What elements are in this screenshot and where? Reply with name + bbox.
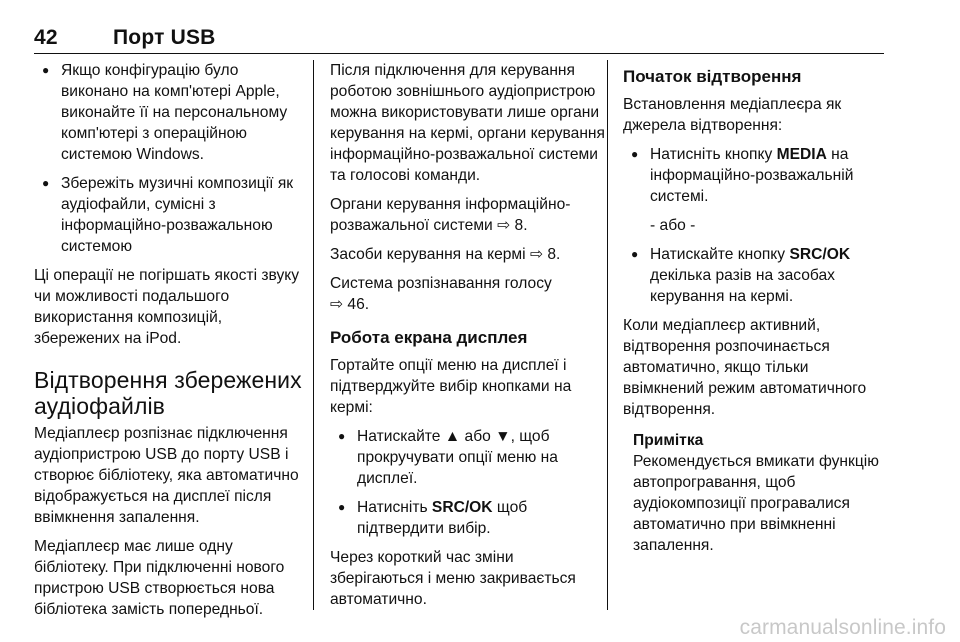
column-2 [330,60,608,618]
paragraph: Медіаплеєр має лише одну бібліотеку. При підключенні нового пристрою USB створюється нова бібліотека замість попередньої. [34,538,285,618]
watermark: carmanualsonline.info [739,616,946,639]
column-3 [623,60,893,556]
note-text: Рекомендується вмикати функцію автопрогравання, щоб аудіокомпозиції програвалися автоматично при ввімкненні запалення. [633,453,879,554]
cross-reference [330,194,608,236]
bullet-item: ● Натисніть кнопку MEDIA на інформаційно-розважальній системі. [623,144,893,207]
page-header [0,0,960,56]
page-number: 42 [34,26,58,49]
page-ref-arrow-icon: ⇨ [529,246,544,263]
heading-start-playback: Початок відтворення [623,67,802,86]
bullet-item: ● Якщо конфігурацію було виконано на комп'ютері Apple, виконайте її на персональному комп'ютері з операційною системою Windows. [34,60,306,165]
page-ref: 8. [514,217,528,234]
reference-text: Органи керування інформаційно-розважальної системи [330,196,571,234]
bullet-item: ● Натисніть SRC/OK щоб підтвердити вибір. [330,497,608,539]
paragraph: Ці операції не погіршать якості звуку чи можливості подальшого використання композицій, збережених на iPod. [34,267,300,347]
column-1 [34,60,306,628]
cross-reference [330,244,608,265]
page-ref-arrow-icon: ⇨ [330,296,344,313]
bullet-item: ● Збережіть музичні композиції як аудіофайли, сумісні з інформаційно-розважальною системою [34,173,306,257]
arrow-down-icon: ▼ [495,428,511,445]
paragraph: Через короткий час зміни зберігаються і меню закривається автоматично. [330,549,576,608]
heading-display-operation: Робота екрана дисплея [330,328,528,347]
page-ref: 46. [347,296,370,313]
cross-reference [330,273,608,315]
paragraph: Медіаплеєр розпізнає підключення аудіопристрою USB до порту USB і створює бібліотеку, яка автоматично відображується на дисплеї після ввімкнення запалення. [34,425,299,526]
note-box [623,430,893,556]
reference-text: Система розпізнавання голосу [330,275,552,292]
paragraph: Гортайте опції меню на дисплеї і підтверджуйте вибір кнопками на кермі: [330,357,572,416]
paragraph: Після підключення для керування роботою зовнішнього аудіопристрою можна використовувати лише органи керування на кермі, органи керування інформаційно-розважальної системи та голосові команди. [330,62,605,184]
column-divider-1 [313,60,314,610]
arrow-up-icon: ▲ [444,428,461,445]
section-title: Порт USB [113,26,216,49]
note-title: Примітка [633,432,704,449]
bullet-item: ● Натискайте ▲ або ▼, щоб прокручувати опції меню на дисплеї. [330,426,608,489]
paragraph: Коли медіаплеєр активний, відтворення розпочинається автоматично, якщо тільки ввімкнений режим автоматичного відтворення. [623,317,867,418]
page-ref: 8. [547,246,561,263]
paragraph: Встановлення медіаплеєра як джерела відтворення: [623,96,842,134]
reference-text: Засоби керування на кермі [330,246,530,263]
key-label: SRC/OK [431,499,493,516]
page-ref-arrow-icon: ⇨ [497,217,511,234]
key-label: SRC/OK [789,246,851,263]
header-divider [34,53,884,54]
heading-playback-saved: Відтворення збережених аудіофайлів [34,367,302,419]
key-label: MEDIA [776,146,827,163]
bullet-item: ● Натискайте кнопку SRC/OK декілька разів на засобах керування на кермі. [623,244,893,307]
or-separator: - або - [650,217,696,234]
